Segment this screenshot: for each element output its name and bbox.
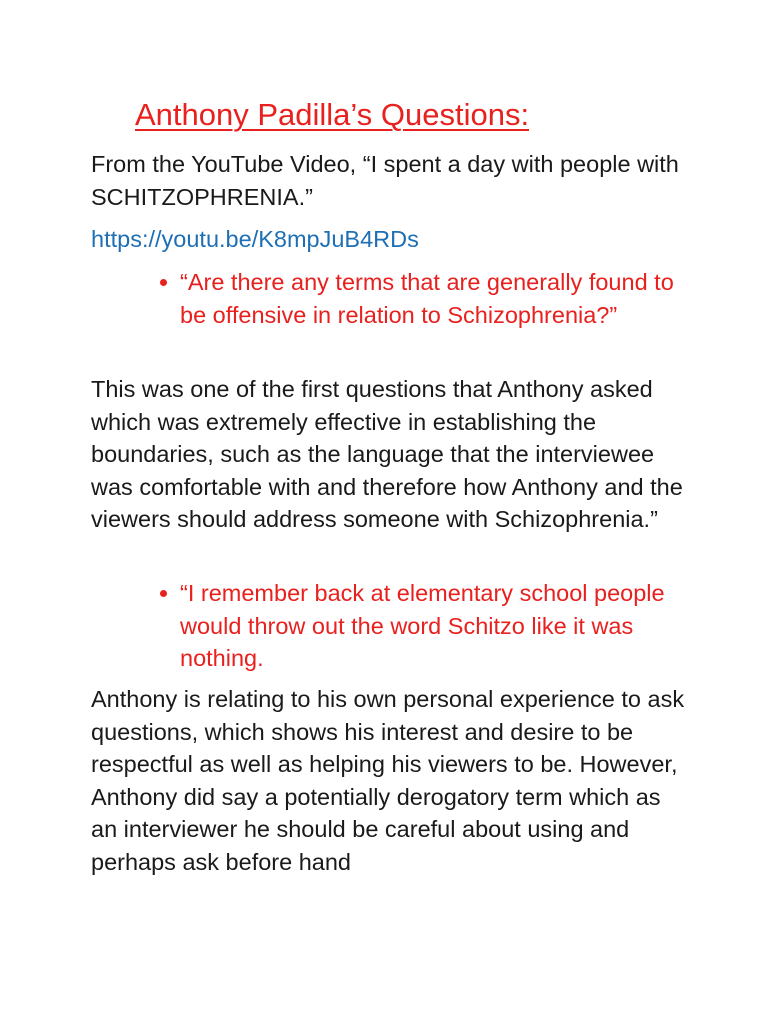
question-list-1 <box>160 266 700 331</box>
youtube-link[interactable]: https://youtu.be/K8mpJuB4RDs <box>91 226 419 252</box>
commentary-paragraph-1: This was one of the first questions that Anthony asked which was extremely effective in establishing the boundaries, such as the language that the interviewee was comfortable with and therefore how Anthony and the viewers should address someone with Schizophrenia.” <box>91 376 683 533</box>
question-text-1: “Are there any terms that are generally found to be offensive in relation to Schizophrenia?” <box>180 269 674 328</box>
question-item-1 <box>160 266 700 331</box>
commentary-paragraph-2: Anthony is relating to his own personal experience to ask questions, which shows his interest and desire to be respectful as well as helping his viewers to be. However, Anthony did say a potentially derogatory term which as an interviewer he should be careful about using and perhaps ask before hand <box>91 686 685 875</box>
page-title: Anthony Padilla’s Questions: <box>135 97 530 132</box>
question-item-2 <box>160 577 700 675</box>
source-description: From the YouTube Video, “I spent a day with people with SCHITZOPHRENIA.” <box>91 151 679 210</box>
question-text-2: “I remember back at elementary school people would throw out the word Schitzo like it was nothing. <box>180 580 665 672</box>
bullet-icon <box>160 590 167 597</box>
bullet-icon <box>160 279 167 286</box>
question-list-2 <box>160 577 700 675</box>
